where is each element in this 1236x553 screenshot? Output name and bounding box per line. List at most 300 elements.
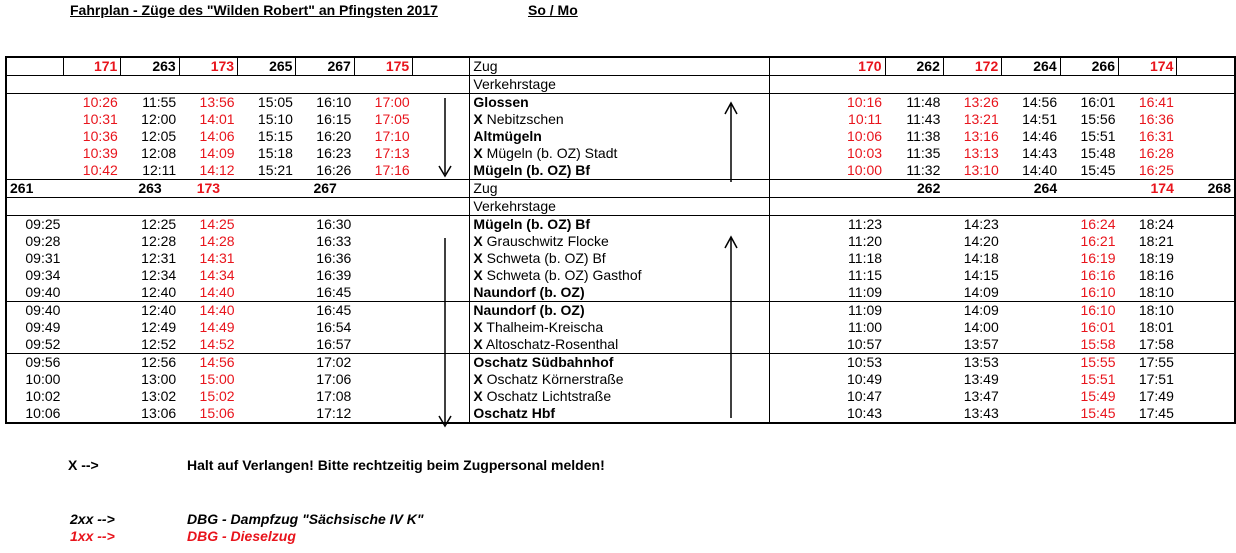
departure-time: 10:42 bbox=[63, 162, 120, 180]
table-cell bbox=[769, 336, 826, 354]
table-cell bbox=[769, 216, 826, 234]
table-cell bbox=[769, 198, 1235, 216]
table-cell bbox=[238, 267, 296, 284]
table-header-row bbox=[6, 57, 1235, 76]
table-cell bbox=[1177, 233, 1235, 250]
arrival-time: 11:43 bbox=[906, 111, 941, 127]
table-row bbox=[6, 388, 1235, 405]
table-cell bbox=[769, 233, 826, 250]
departure-time: 12:31 bbox=[141, 250, 177, 266]
arrival-time: 11:20 bbox=[848, 233, 883, 249]
departure-time: 10:31 bbox=[82, 111, 118, 127]
table-cell bbox=[769, 302, 826, 320]
table-cell bbox=[769, 319, 826, 336]
request-stop-marker: X bbox=[473, 233, 483, 249]
departure-time: 14:09 bbox=[199, 145, 235, 161]
train-number: 268 bbox=[1177, 180, 1235, 198]
departure-time: 15:05 bbox=[257, 94, 293, 110]
arrival-time: 16:16 bbox=[1080, 267, 1116, 283]
table-cell bbox=[1002, 250, 1060, 267]
table-cell bbox=[885, 371, 943, 388]
arrival-time: 16:19 bbox=[1080, 250, 1116, 266]
departure-time: 16:26 bbox=[296, 162, 354, 180]
arrow-down-icon bbox=[437, 96, 453, 180]
station-label: Naundorf (b. OZ) bbox=[473, 302, 585, 318]
table-cell bbox=[63, 336, 120, 354]
table-row bbox=[6, 354, 1235, 372]
arrival-time: 15:56 bbox=[1080, 111, 1116, 127]
arrival-time: 14:00 bbox=[963, 319, 999, 335]
arrival-time: 15:48 bbox=[1080, 145, 1116, 161]
table-cell bbox=[1177, 354, 1235, 372]
departure-time: 09:52 bbox=[6, 336, 63, 354]
table-cell bbox=[769, 145, 826, 162]
table-cell bbox=[1177, 302, 1235, 320]
table-cell bbox=[6, 57, 63, 76]
table-cell bbox=[63, 354, 120, 372]
legend-1xx-text: DBG - Dieselzug bbox=[187, 528, 296, 544]
station-label: Mügeln (b. OZ) Bf bbox=[473, 162, 591, 178]
table-cell bbox=[238, 250, 296, 267]
table-cell bbox=[1177, 145, 1235, 162]
departure-time: 17:12 bbox=[296, 405, 354, 423]
station-label: Schweta (b. OZ) Gasthof bbox=[486, 267, 642, 283]
table-row bbox=[6, 336, 1235, 354]
arrival-time: 13:13 bbox=[963, 145, 999, 161]
table-cell bbox=[354, 284, 412, 302]
train-number bbox=[943, 180, 1001, 198]
departure-time: 16:30 bbox=[316, 216, 352, 232]
arrival-time: 16:41 bbox=[1138, 94, 1174, 110]
arrival-time: 11:32 bbox=[885, 162, 943, 180]
train-number: 171 bbox=[63, 57, 120, 76]
arrival-time: 17:49 bbox=[1138, 388, 1174, 404]
zug-label: Zug bbox=[470, 57, 770, 76]
arrival-time: 10:53 bbox=[846, 354, 883, 370]
departure-time: 09:31 bbox=[6, 250, 63, 267]
arrival-time: 10:16 bbox=[846, 94, 883, 110]
verkehrstage-row bbox=[6, 198, 1235, 216]
arrival-time: 15:55 bbox=[1080, 354, 1116, 370]
departure-time: 14:40 bbox=[199, 302, 235, 318]
departure-time: 16:45 bbox=[296, 284, 354, 302]
departure-time: 12:49 bbox=[141, 319, 177, 335]
train-number: 267 bbox=[296, 180, 354, 198]
table-cell bbox=[6, 76, 470, 94]
table-row bbox=[6, 284, 1235, 302]
table-cell bbox=[1177, 216, 1235, 234]
request-stop-marker: X bbox=[473, 319, 483, 335]
table-cell bbox=[238, 319, 296, 336]
departure-time: 10:36 bbox=[82, 128, 118, 144]
departure-time: 15:18 bbox=[257, 145, 293, 161]
train-number: 264 bbox=[1002, 57, 1060, 76]
legend-1xx-key: 1xx --> bbox=[70, 528, 115, 544]
table-cell bbox=[238, 302, 296, 320]
arrival-time: 14:40 bbox=[1002, 162, 1060, 180]
arrival-time: 11:18 bbox=[848, 250, 883, 266]
train-number: 261 bbox=[6, 180, 63, 198]
departure-time: 12:08 bbox=[141, 145, 177, 161]
legend-2xx-key: 2xx --> bbox=[70, 511, 115, 527]
arrival-time: 14:09 bbox=[963, 302, 999, 318]
departure-time: 17:10 bbox=[374, 128, 410, 144]
departure-time: 09:25 bbox=[6, 216, 63, 234]
table-cell bbox=[769, 162, 826, 180]
table-cell bbox=[63, 405, 120, 423]
table-cell bbox=[238, 354, 296, 372]
table-cell bbox=[769, 388, 826, 405]
table-cell bbox=[354, 336, 412, 354]
departure-time: 13:00 bbox=[141, 371, 177, 387]
table-cell bbox=[885, 284, 943, 302]
departure-time: 16:57 bbox=[296, 336, 354, 354]
timetable bbox=[5, 56, 1236, 424]
arrival-time: 14:43 bbox=[1022, 145, 1058, 161]
arrival-time: 10:00 bbox=[827, 162, 885, 180]
table-cell bbox=[885, 388, 943, 405]
request-stop-marker: X bbox=[473, 371, 483, 387]
arrival-time: 16:25 bbox=[1119, 162, 1177, 180]
table-cell bbox=[1177, 336, 1235, 354]
table-row bbox=[6, 302, 1235, 320]
request-stop-marker: X bbox=[473, 267, 483, 283]
table-cell bbox=[1177, 284, 1235, 302]
departure-time: 14:28 bbox=[199, 233, 235, 249]
arrival-time: 15:45 bbox=[1060, 162, 1118, 180]
departure-time: 09:49 bbox=[6, 319, 63, 336]
arrival-time: 15:45 bbox=[1060, 405, 1118, 423]
departure-time: 16:23 bbox=[316, 145, 352, 161]
request-stop-marker: X bbox=[473, 336, 483, 352]
departure-time: 15:00 bbox=[199, 371, 235, 387]
arrival-time: 18:10 bbox=[1138, 302, 1174, 318]
departure-time: 13:02 bbox=[141, 388, 177, 404]
train-number bbox=[354, 180, 412, 198]
table-cell bbox=[769, 94, 826, 112]
arrival-time: 16:24 bbox=[1080, 216, 1116, 232]
station-label: Altmügeln bbox=[473, 128, 542, 144]
table-cell bbox=[1002, 371, 1060, 388]
table-cell bbox=[63, 371, 120, 388]
table-cell bbox=[63, 302, 120, 320]
arrow-up-icon bbox=[723, 100, 739, 184]
arrival-time: 18:01 bbox=[1138, 319, 1174, 335]
request-stop-marker: X bbox=[473, 145, 483, 161]
departure-time: 12:11 bbox=[121, 162, 179, 180]
arrival-time: 13:21 bbox=[963, 111, 999, 127]
arrival-time: 11:35 bbox=[906, 145, 941, 161]
table-cell bbox=[63, 319, 120, 336]
arrival-time: 16:31 bbox=[1138, 128, 1174, 144]
departure-time: 12:40 bbox=[141, 302, 177, 318]
departure-time: 17:16 bbox=[354, 162, 412, 180]
departure-time: 15:02 bbox=[199, 388, 235, 404]
arrival-time: 16:21 bbox=[1080, 233, 1116, 249]
station-label: Thalheim-Kreischa bbox=[486, 319, 604, 335]
arrival-time: 17:55 bbox=[1138, 354, 1174, 370]
departure-time: 14:06 bbox=[199, 128, 235, 144]
station-label: Grauschwitz Flocke bbox=[486, 233, 609, 249]
arrow-up-icon bbox=[723, 234, 739, 420]
arrival-time: 13:47 bbox=[963, 388, 999, 404]
arrival-time: 14:18 bbox=[963, 250, 999, 266]
table-cell bbox=[769, 57, 826, 76]
table-row bbox=[6, 371, 1235, 388]
table-cell bbox=[1177, 94, 1235, 112]
departure-time: 16:45 bbox=[316, 302, 352, 318]
table-cell bbox=[238, 233, 296, 250]
departure-time: 16:20 bbox=[316, 128, 352, 144]
train-number: 175 bbox=[354, 57, 412, 76]
table-cell bbox=[354, 405, 412, 423]
arrival-time: 11:00 bbox=[848, 319, 883, 335]
table-cell bbox=[413, 57, 470, 76]
table-cell bbox=[63, 250, 120, 267]
arrival-time: 14:15 bbox=[963, 267, 999, 283]
arrival-time: 13:26 bbox=[963, 94, 999, 110]
table-cell bbox=[354, 267, 412, 284]
departure-time: 09:40 bbox=[6, 284, 63, 302]
departure-time: 14:25 bbox=[199, 216, 235, 232]
departure-time: 16:54 bbox=[316, 319, 352, 335]
table-cell bbox=[6, 111, 63, 128]
request-stop-marker: X bbox=[473, 388, 483, 404]
arrival-time: 14:46 bbox=[1022, 128, 1058, 144]
table-cell bbox=[1177, 267, 1235, 284]
departure-time: 15:06 bbox=[179, 405, 237, 423]
arrival-time: 10:57 bbox=[827, 336, 885, 354]
departure-time: 16:33 bbox=[316, 233, 352, 249]
train-number: 267 bbox=[296, 57, 354, 76]
table-row bbox=[6, 250, 1235, 267]
table-cell bbox=[1177, 405, 1235, 423]
arrival-time: 14:56 bbox=[1022, 94, 1058, 110]
departure-time: 12:52 bbox=[121, 336, 179, 354]
departure-time: 17:05 bbox=[374, 111, 410, 127]
station-label: Altoschatz-Rosenthal bbox=[485, 336, 619, 352]
departure-time: 10:39 bbox=[82, 145, 118, 161]
table-cell bbox=[1002, 405, 1060, 423]
legend-x-text: Halt auf Verlangen! Bitte rechtzeitig beim Zugpersonal melden! bbox=[187, 457, 605, 473]
table-cell bbox=[885, 302, 943, 320]
departure-time: 17:02 bbox=[316, 354, 352, 370]
table-cell bbox=[238, 336, 296, 354]
arrival-time: 16:36 bbox=[1138, 111, 1174, 127]
departure-time: 09:56 bbox=[6, 354, 63, 372]
table-cell bbox=[1002, 216, 1060, 234]
arrival-time: 15:51 bbox=[1080, 128, 1116, 144]
table-row bbox=[6, 319, 1235, 336]
train-number bbox=[63, 180, 120, 198]
legend-2xx-text: DBG - Dampfzug "Sächsische IV K" bbox=[187, 511, 424, 527]
departure-time: 10:26 bbox=[82, 94, 118, 110]
departure-time: 14:52 bbox=[179, 336, 237, 354]
arrival-time: 13:16 bbox=[963, 128, 999, 144]
departure-time: 16:10 bbox=[316, 94, 352, 110]
station-label: Oschatz Lichtstraße bbox=[486, 388, 612, 404]
table-cell bbox=[6, 162, 63, 180]
train-number: 263 bbox=[121, 57, 179, 76]
station-label: Schweta (b. OZ) Bf bbox=[486, 250, 606, 266]
page-days: So / Mo bbox=[528, 2, 578, 18]
arrival-time: 18:21 bbox=[1138, 233, 1174, 249]
departure-time: 09:34 bbox=[6, 267, 63, 284]
station-label: Oschatz Körnerstraße bbox=[486, 371, 624, 387]
table-cell bbox=[1002, 233, 1060, 250]
table-cell bbox=[1177, 111, 1235, 128]
table-cell bbox=[354, 250, 412, 267]
table-cell bbox=[1002, 319, 1060, 336]
departure-time: 10:06 bbox=[6, 405, 63, 423]
table-cell bbox=[769, 128, 826, 145]
arrival-time: 13:43 bbox=[943, 405, 1001, 423]
train-number bbox=[1060, 180, 1118, 198]
departure-time: 12:05 bbox=[141, 128, 177, 144]
table-cell bbox=[1177, 57, 1235, 76]
table-cell bbox=[769, 284, 826, 302]
table-cell bbox=[63, 388, 120, 405]
table-cell bbox=[769, 76, 1235, 94]
arrival-time: 18:19 bbox=[1138, 250, 1174, 266]
departure-time: 13:56 bbox=[199, 94, 235, 110]
train-number: 173 bbox=[179, 57, 237, 76]
table-cell bbox=[1177, 250, 1235, 267]
arrival-time: 15:58 bbox=[1060, 336, 1118, 354]
train-number: 174 bbox=[1119, 57, 1177, 76]
table-row bbox=[6, 267, 1235, 284]
departure-time: 11:55 bbox=[142, 94, 177, 110]
arrival-time: 16:28 bbox=[1138, 145, 1174, 161]
table-cell bbox=[1177, 388, 1235, 405]
table-row bbox=[6, 233, 1235, 250]
table-cell bbox=[238, 216, 296, 234]
table-cell bbox=[238, 284, 296, 302]
table-cell bbox=[1177, 371, 1235, 388]
arrival-time: 11:23 bbox=[848, 216, 883, 232]
departure-time: 16:39 bbox=[316, 267, 352, 283]
verkehrstage-label: Verkehrstage bbox=[470, 76, 770, 94]
train-number: 172 bbox=[943, 57, 1001, 76]
table-cell bbox=[63, 233, 120, 250]
table-cell bbox=[6, 94, 63, 112]
table-cell bbox=[63, 216, 120, 234]
legend-x-key: X --> bbox=[68, 457, 99, 473]
table-cell bbox=[1177, 319, 1235, 336]
train-number: 173 bbox=[179, 180, 237, 198]
departure-time: 14:56 bbox=[199, 354, 235, 370]
table-cell bbox=[413, 216, 470, 234]
departure-time: 12:00 bbox=[141, 111, 177, 127]
table-cell bbox=[354, 319, 412, 336]
arrival-time: 16:01 bbox=[1080, 94, 1116, 110]
departure-time: 12:56 bbox=[141, 354, 177, 370]
departure-time: 17:00 bbox=[374, 94, 410, 110]
arrow-down-icon bbox=[437, 236, 453, 430]
departure-time: 10:00 bbox=[6, 371, 63, 388]
table-cell bbox=[769, 371, 826, 388]
request-stop-marker: X bbox=[473, 250, 483, 266]
table-cell bbox=[354, 216, 412, 234]
table-cell bbox=[354, 371, 412, 388]
arrival-time: 13:57 bbox=[943, 336, 1001, 354]
arrival-time: 17:45 bbox=[1119, 405, 1177, 423]
station-label: Mügeln (b. OZ) Bf bbox=[473, 216, 591, 232]
station-label: Mügeln (b. OZ) Stadt bbox=[486, 145, 618, 161]
departure-time: 12:25 bbox=[141, 216, 177, 232]
arrival-time: 16:10 bbox=[1080, 302, 1116, 318]
table-cell bbox=[769, 354, 826, 372]
departure-time: 14:34 bbox=[199, 267, 235, 283]
table-cell bbox=[769, 267, 826, 284]
arrival-time: 11:15 bbox=[848, 267, 883, 283]
train-number: 263 bbox=[121, 180, 179, 198]
table-cell bbox=[238, 388, 296, 405]
arrival-time: 13:53 bbox=[963, 354, 999, 370]
departure-time: 15:15 bbox=[257, 128, 293, 144]
arrival-time: 10:47 bbox=[846, 388, 883, 404]
arrival-time: 16:10 bbox=[1060, 284, 1118, 302]
verkehrstage-label: Verkehrstage bbox=[470, 198, 770, 216]
departure-time: 16:36 bbox=[316, 250, 352, 266]
table-cell bbox=[1177, 162, 1235, 180]
arrival-time: 18:16 bbox=[1138, 267, 1174, 283]
train-number: 174 bbox=[1119, 180, 1177, 198]
departure-time: 14:49 bbox=[199, 319, 235, 335]
arrival-time: 14:51 bbox=[1022, 111, 1058, 127]
table-cell bbox=[1002, 388, 1060, 405]
table-cell bbox=[354, 354, 412, 372]
table-cell bbox=[1002, 267, 1060, 284]
departure-time: 12:34 bbox=[141, 267, 177, 283]
arrival-time: 10:03 bbox=[846, 145, 883, 161]
departure-time: 12:28 bbox=[141, 233, 177, 249]
arrival-time: 11:48 bbox=[906, 94, 941, 110]
table-cell bbox=[238, 405, 296, 423]
arrival-time: 11:09 bbox=[848, 302, 883, 318]
arrival-time: 13:49 bbox=[963, 371, 999, 387]
table-cell bbox=[354, 388, 412, 405]
train-number: 262 bbox=[885, 180, 943, 198]
departure-time: 17:13 bbox=[374, 145, 410, 161]
train-number: 265 bbox=[238, 57, 296, 76]
table-row bbox=[6, 145, 1235, 162]
table-row bbox=[6, 405, 1235, 423]
table-cell bbox=[1002, 354, 1060, 372]
table-row bbox=[6, 216, 1235, 234]
departure-time: 13:06 bbox=[121, 405, 179, 423]
arrival-time: 10:49 bbox=[846, 371, 883, 387]
arrival-time: 18:24 bbox=[1138, 216, 1174, 232]
departure-time: 14:01 bbox=[199, 111, 235, 127]
table-header-row bbox=[6, 180, 1235, 198]
arrival-time: 17:58 bbox=[1119, 336, 1177, 354]
table-row bbox=[6, 128, 1235, 145]
arrival-time: 11:09 bbox=[827, 284, 885, 302]
table-cell bbox=[885, 354, 943, 372]
table-cell bbox=[885, 405, 943, 423]
table-row bbox=[6, 94, 1235, 112]
station-label: Glossen bbox=[473, 94, 529, 110]
station-label: Oschatz Südbahnhof bbox=[473, 354, 614, 370]
arrival-time: 14:09 bbox=[943, 284, 1001, 302]
table-cell bbox=[885, 319, 943, 336]
train-number: 170 bbox=[827, 57, 885, 76]
table-cell bbox=[885, 336, 943, 354]
table-cell bbox=[885, 233, 943, 250]
station-label: Nebitzschen bbox=[486, 111, 564, 127]
station-label: Oschatz Hbf bbox=[473, 405, 556, 421]
